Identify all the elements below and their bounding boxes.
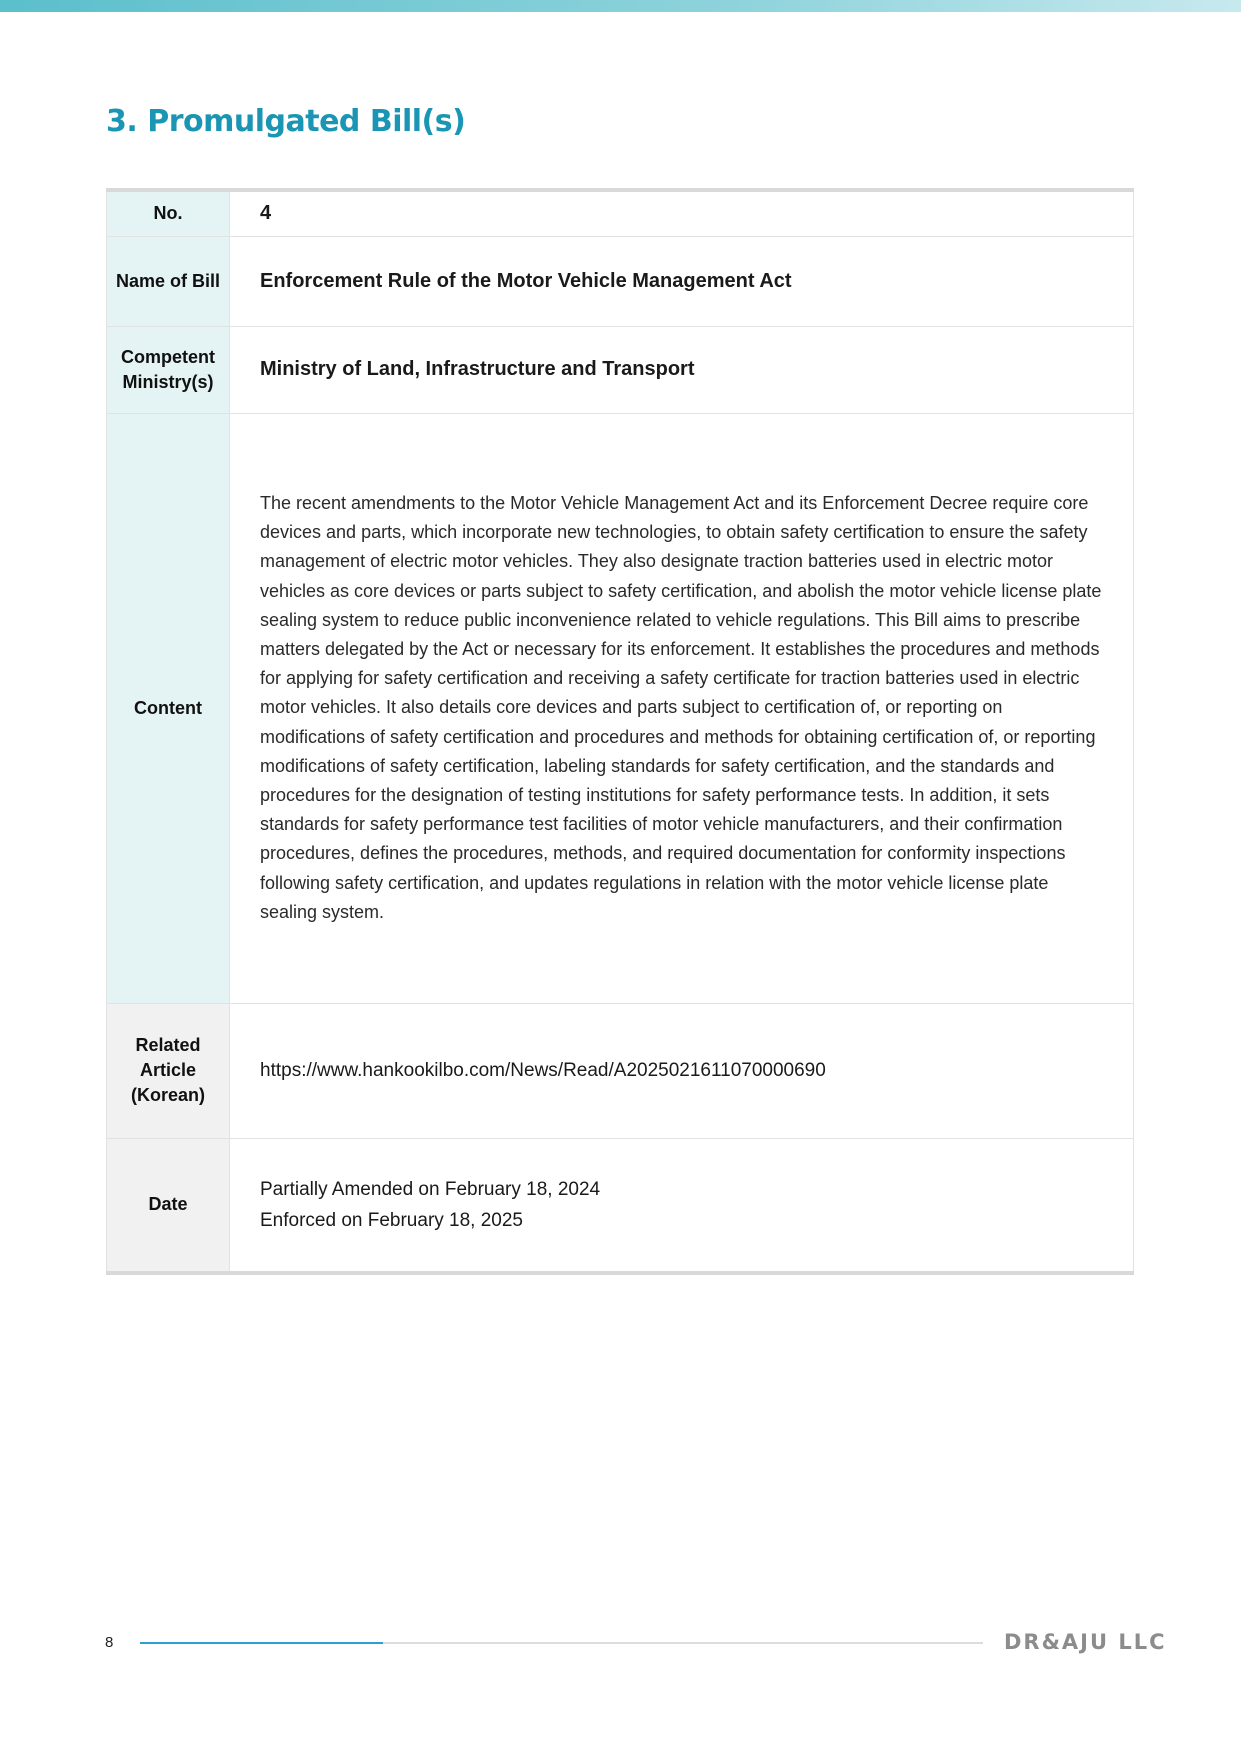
- bill-table: [106, 188, 1134, 1275]
- name-value: Enforcement Rule of the Motor Vehicle Management Act: [230, 236, 1134, 326]
- footer-rule: [140, 1642, 983, 1644]
- content-value: The recent amendments to the Motor Vehicle Management Act and its Enforcement Decree require core devices and parts, which incorporate new technologies, to obtain safety certification to ensure the safety management of electric motor vehicles. They also designate traction batteries used in electric motor vehicles as core devices or parts subject to safety certification, and abolish the motor vehicle license plate sealing system to reduce public inconvenience related to vehicle regulations. This Bill aims to prescribe matters delegated by the Act or necessary for its enforcement. It establishes the procedures and methods for applying for safety certification and receiving a safety certificate for traction batteries used in electric motor vehicles. It also details core devices and parts subject to certification of, or reporting on modifications of safety certification and procedures and methods for obtaining certification of, or reporting modifications of safety certification, labeling standards for safety certification, and the standards and procedures for the designation of testing institutions for safety performance tests. In addition, it sets standards for safety performance test facilities of motor vehicle manufacturers, and their confirmation procedures, defines the procedures, methods, and required documentation for conformity inspections following safety certification, and updates regulations in relation with the motor vehicle license plate sealing system.: [230, 413, 1134, 1003]
- row-article: [107, 1003, 1134, 1138]
- top-accent-bar: [0, 0, 1241, 12]
- date-amended: Partially Amended on February 18, 2024: [260, 1178, 601, 1200]
- row-content: [107, 413, 1134, 1003]
- section-title: 3. Promulgated Bill(s): [106, 104, 466, 139]
- row-date: [107, 1138, 1134, 1273]
- no-label: No.: [107, 190, 230, 236]
- article-label: Related Article (Korean): [107, 1003, 230, 1138]
- page-number: 8: [105, 1634, 114, 1651]
- ministry-label: Competent Ministry(s): [107, 326, 230, 413]
- row-no: [107, 190, 1134, 236]
- content-label: Content: [107, 413, 230, 1003]
- date-value: [230, 1138, 1134, 1273]
- date-enforced: Enforced on February 18, 2025: [260, 1209, 524, 1231]
- date-label: Date: [107, 1138, 230, 1273]
- footer-rule-accent: [140, 1642, 383, 1644]
- ministry-value: Ministry of Land, Infrastructure and Transport: [230, 326, 1134, 413]
- name-label: Name of Bill: [107, 236, 230, 326]
- no-value: 4: [230, 190, 1134, 236]
- row-ministry: [107, 326, 1134, 413]
- article-link[interactable]: https://www.hankookilbo.com/News/Read/A2025021611070000690: [230, 1003, 1134, 1138]
- row-name: [107, 236, 1134, 326]
- brand-logo: DR&AJU LLC: [1004, 1630, 1167, 1654]
